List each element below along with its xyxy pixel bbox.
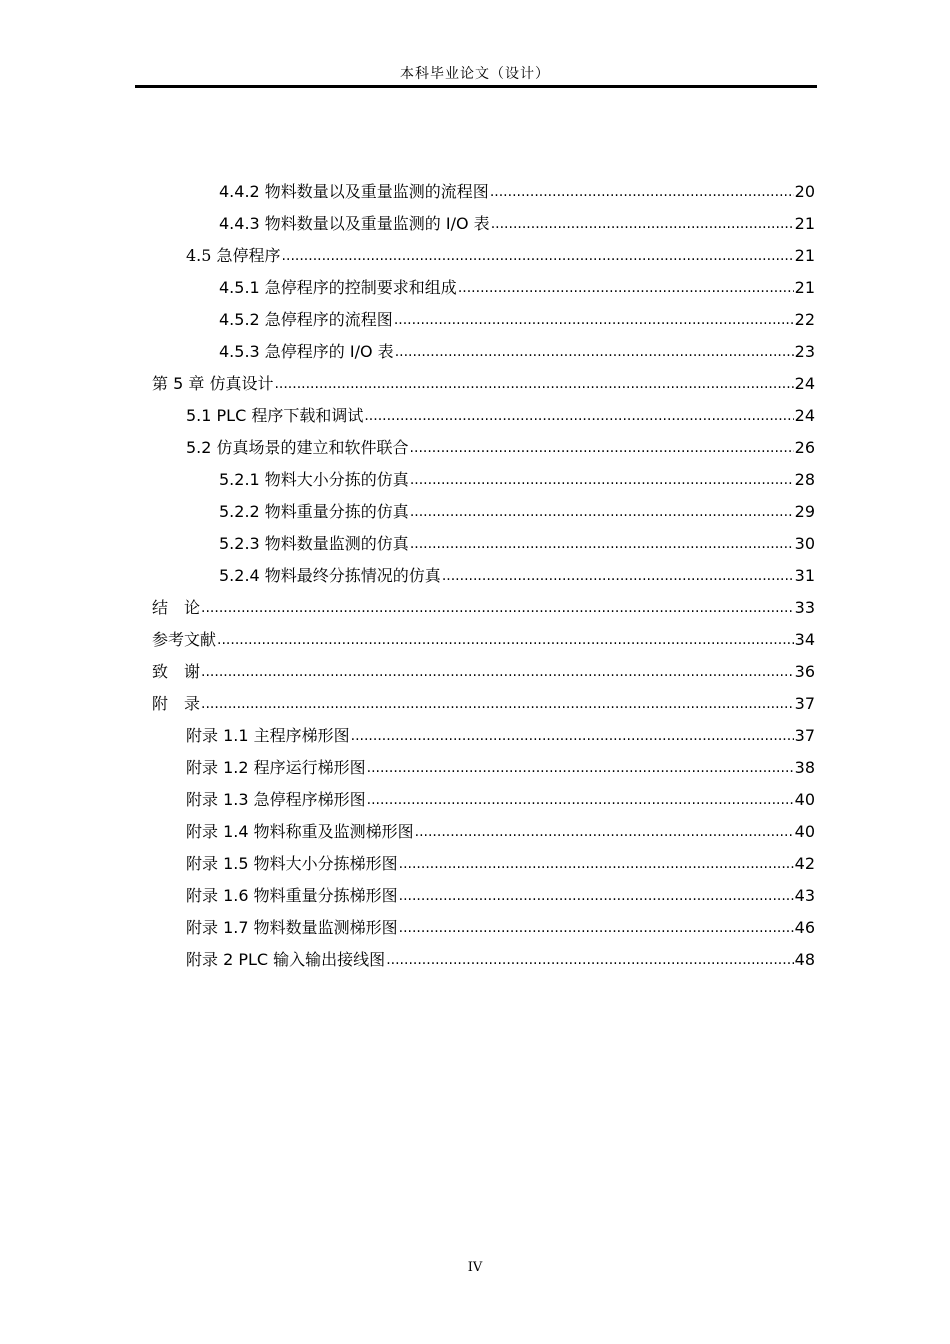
toc-entry-title: 5.2.2 物料重量分拣的仿真 [219,502,409,521]
toc-entry-title: 5.2.3 物料数量监测的仿真 [219,534,409,553]
dot-leader [410,470,794,490]
toc-entry-5-2-1[interactable] [219,458,815,490]
toc-entry-page: 21 [794,246,815,265]
toc-entry-title: 附录 1.5 物料大小分拣梯形图 [186,854,398,873]
toc-entry-title: 附录 1.6 物料重量分拣梯形图 [186,886,398,905]
toc-entry-page: 40 [794,790,815,809]
toc-entry-page: 37 [794,694,815,713]
toc-entry-appendix-1-6[interactable] [186,874,815,906]
toc-entry-page: 42 [794,854,815,873]
toc-entry-title: 第 5 章 仿真设计 [152,374,274,393]
dot-leader [386,950,793,970]
toc-entry-4-5[interactable] [186,234,815,266]
toc-entry-page: 36 [794,662,815,681]
dot-leader [367,758,794,778]
toc-entry-page: 23 [794,342,815,361]
dot-leader [490,182,794,202]
toc-entry-5-2[interactable] [186,426,815,458]
toc-entry-appendix-1-4[interactable] [186,810,815,842]
toc-entry-title: 4.5 急停程序 [186,246,281,265]
toc-entry-page: 40 [794,822,815,841]
toc-entry-title: 5.2.1 物料大小分拣的仿真 [219,470,409,489]
toc-entry-appendix-1-1[interactable] [186,714,815,746]
toc-entry-references[interactable] [152,618,815,650]
toc-entry-title: 5.1 PLC 程序下载和调试 [186,406,364,425]
toc-entry-page: 48 [794,950,815,969]
toc-entry-title: 参考文献 [152,630,217,649]
toc-entry-title: 附录 1.7 物料数量监测梯形图 [186,918,398,937]
toc-entry-title: 5.2 仿真场景的建立和软件联合 [186,438,409,457]
toc-entry-5-1[interactable] [186,394,815,426]
toc-entry-title: 4.5.2 急停程序的流程图 [219,310,393,329]
toc-entry-appendix-1-7[interactable] [186,906,815,938]
toc-entry-conclusion[interactable] [152,586,815,618]
dot-leader [201,662,794,682]
toc-entry-appendix-2[interactable] [186,938,815,970]
toc-entry-title: 4.4.3 物料数量以及重量监测的 I/O 表 [219,214,490,233]
page-number: IV [467,1260,483,1275]
toc-entry-appendix-1-5[interactable] [186,842,815,874]
header-rule [135,85,817,88]
toc-entry-page: 24 [794,374,815,393]
toc-entry-4-5-3[interactable] [219,330,815,362]
toc-entry-page: 20 [794,182,815,201]
toc-entry-title: 附录 1.1 主程序梯形图 [186,726,350,745]
toc-entry-appendix-1-2[interactable] [186,746,815,778]
toc-entry-5-2-2[interactable] [219,490,815,522]
toc-entry-title: 附录 1.4 物料称重及监测梯形图 [186,822,414,841]
dot-leader [410,502,794,522]
dot-leader [217,630,794,650]
toc-entry-title: 附录 1.2 程序运行梯形图 [186,758,366,777]
dot-leader [458,278,794,298]
toc-entry-4-4-3[interactable] [219,202,815,234]
toc-entry-page: 29 [794,502,815,521]
dot-leader [394,310,794,330]
dot-leader [274,374,793,394]
dot-leader [415,822,794,842]
toc-entry-page: 31 [794,566,815,585]
dot-leader [201,598,794,618]
dot-leader [410,438,794,458]
toc-entry-title: 致 谢 [152,662,201,681]
dot-leader [351,726,794,746]
toc-entry-page: 37 [794,726,815,745]
toc-entry-title: 4.5.3 急停程序的 I/O 表 [219,342,394,361]
toc-entry-chapter-5[interactable] [152,362,815,394]
toc-entry-5-2-3[interactable] [219,522,815,554]
toc-entry-appendix[interactable] [152,682,815,714]
toc-entry-title: 附 录 [152,694,201,713]
toc-entry-page: 28 [794,470,815,489]
header-title: 本科毕业论文（设计） [400,66,550,82]
toc-entry-acknowledgements[interactable] [152,650,815,682]
toc-entry-title: 4.5.1 急停程序的控制要求和组成 [219,278,457,297]
toc-entry-title: 4.4.2 物料数量以及重量监测的流程图 [219,182,489,201]
toc-entry-page: 22 [794,310,815,329]
dot-leader [201,694,794,714]
toc-entry-page: 24 [794,406,815,425]
dot-leader [364,406,793,426]
dot-leader [442,566,794,586]
toc-entry-page: 26 [794,438,815,457]
toc-entry-page: 33 [794,598,815,617]
dot-leader [367,790,794,810]
dot-leader [410,534,794,554]
dot-leader [399,886,794,906]
dot-leader [395,342,794,362]
toc-entry-title: 附录 1.3 急停程序梯形图 [186,790,366,809]
toc-entry-page: 38 [794,758,815,777]
dot-leader [399,918,794,938]
toc-entry-title: 附录 2 PLC 输入输出接线图 [186,950,386,969]
toc-entry-page: 43 [794,886,815,905]
toc-entry-4-5-1[interactable] [219,266,815,298]
dot-leader [399,854,794,874]
toc-entry-page: 30 [794,534,815,553]
toc-entry-5-2-4[interactable] [219,554,815,586]
toc-entry-appendix-1-3[interactable] [186,778,815,810]
dot-leader [282,246,794,266]
toc-entry-title: 结 论 [152,598,201,617]
dot-leader [491,214,794,234]
toc-entry-4-4-2[interactable] [219,170,815,202]
toc-entry-page: 46 [794,918,815,937]
toc-entry-page: 21 [794,214,815,233]
toc-entry-title: 5.2.4 物料最终分拣情况的仿真 [219,566,441,585]
toc-entry-4-5-2[interactable] [219,298,815,330]
toc-entry-page: 34 [794,630,815,649]
toc-entry-page: 21 [794,278,815,297]
